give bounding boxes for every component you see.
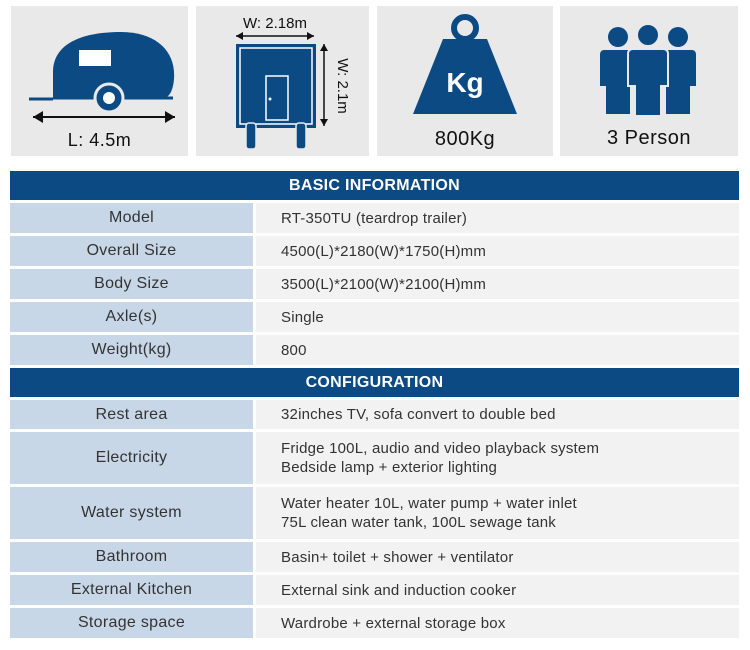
table-row xyxy=(10,236,739,266)
dimensions-tile xyxy=(196,6,369,156)
spec-table xyxy=(10,171,739,641)
row-value-line: Bedside lamp + exterior lighting xyxy=(281,459,498,476)
row-value xyxy=(256,302,739,332)
row-label: External Kitchen xyxy=(10,575,253,605)
row-value-line: Basin+ toilet + shower + ventilator xyxy=(281,548,514,566)
row-value-line: Fridge 100L, audio and video playback system xyxy=(281,440,600,457)
row-label: Electricity xyxy=(10,432,253,484)
length-tile xyxy=(11,6,188,156)
table-row xyxy=(10,432,739,484)
row-value xyxy=(256,487,739,539)
row-value-line: Water heater 10L, water pump + water inlet xyxy=(281,495,577,512)
row-value xyxy=(256,269,739,299)
length-caption: L: 4.5m xyxy=(67,130,132,150)
row-label: Storage space xyxy=(10,608,253,638)
spec-icons-row xyxy=(0,0,750,162)
row-value xyxy=(256,335,739,365)
row-label: Axle(s) xyxy=(10,302,253,332)
row-value xyxy=(256,575,739,605)
capacity-tile xyxy=(560,6,738,156)
table-row xyxy=(10,608,739,638)
configuration-header: CONFIGURATION xyxy=(10,368,739,397)
table-row xyxy=(10,203,739,233)
row-value-line: RT-350TU (teardrop trailer) xyxy=(281,209,468,227)
row-value-line: 800 xyxy=(281,341,307,359)
row-value-line: 32inches TV, sofa convert to double bed xyxy=(281,406,556,423)
row-label: Body Size xyxy=(10,269,253,299)
row-label: Water system xyxy=(10,487,253,539)
row-label: Model xyxy=(10,203,253,233)
table-row xyxy=(10,400,739,429)
row-value xyxy=(256,608,739,638)
row-value xyxy=(256,236,739,266)
row-value-line: External sink and induction cooker xyxy=(281,581,517,599)
row-value-line: Wardrobe + external storage box xyxy=(281,614,506,632)
row-value xyxy=(256,542,739,572)
capacity-caption: 3 Person xyxy=(606,127,692,149)
row-value-line: Single xyxy=(281,308,324,326)
weight-tile xyxy=(377,6,553,156)
table-row xyxy=(10,335,739,365)
table-row xyxy=(10,302,739,332)
row-value-line: 75L clean water tank, 100L sewage tank xyxy=(281,514,556,531)
row-value-line: 4500(L)*2180(W)*1750(H)mm xyxy=(281,242,487,260)
table-row xyxy=(10,487,739,539)
row-value xyxy=(256,203,739,233)
row-value xyxy=(256,400,739,429)
row-value xyxy=(256,432,739,484)
basic-information-header: BASIC INFORMATION xyxy=(10,171,739,200)
row-value-line: 3500(L)*2100(W)*2100(H)mm xyxy=(281,275,487,293)
table-row xyxy=(10,269,739,299)
weight-caption: 800Kg xyxy=(434,128,496,150)
height-dimension-label: W: 2.1m xyxy=(334,58,351,114)
row-label: Weight(kg) xyxy=(10,335,253,365)
row-label: Rest area xyxy=(10,400,253,429)
table-row xyxy=(10,575,739,605)
row-label: Overall Size xyxy=(10,236,253,266)
kg-unit-label: Kg xyxy=(446,67,484,98)
table-row xyxy=(10,542,739,572)
row-label: Bathroom xyxy=(10,542,253,572)
width-dimension-label: W: 2.18m xyxy=(243,15,307,32)
trailer-rear-view-icon xyxy=(196,6,369,156)
